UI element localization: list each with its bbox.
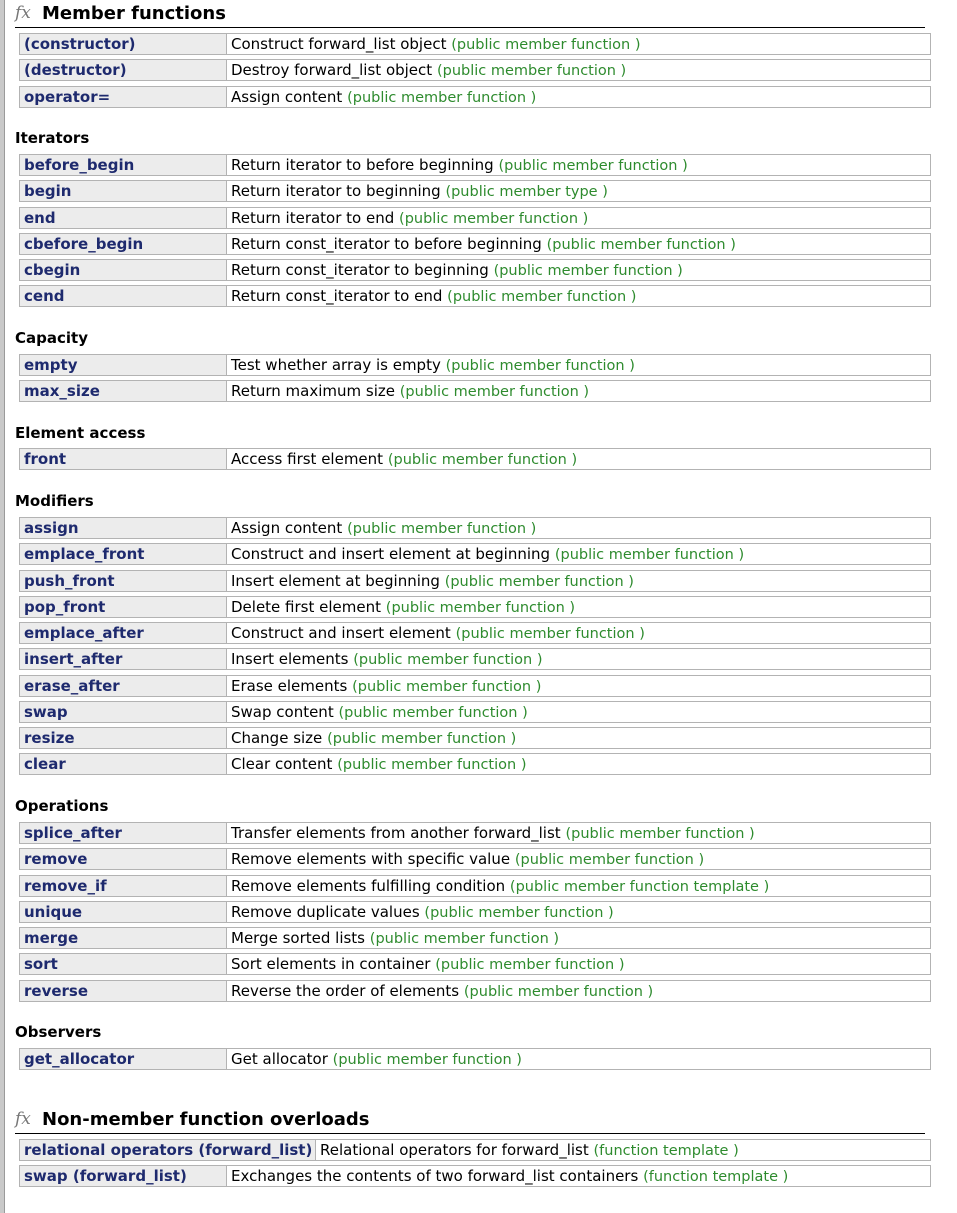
function-link[interactable]: swap [20,702,227,722]
table-row [19,875,931,897]
function-link[interactable]: empty [20,355,227,375]
function-desc: Delete first element [231,597,381,616]
observers-table [19,1048,931,1074]
function-link[interactable]: insert_after [20,649,227,669]
function-kind: (public member function ) [463,983,654,1000]
function-desc: Return iterator to end [231,208,395,227]
group-title-observers: Observers [15,1023,102,1041]
table-row [19,822,931,844]
function-kind: (public member function ) [337,757,527,774]
group-title-operations: Operations [15,797,109,815]
function-desc: Change size [231,729,323,747]
function-desc: Get allocator [231,1050,328,1068]
function-link[interactable]: splice_after [20,823,227,843]
function-link[interactable]: clear [20,754,227,774]
function-link[interactable]: end [20,208,227,228]
table-row [19,33,931,55]
function-kind: (public member function ) [455,626,645,642]
function-link[interactable]: operator= [20,87,227,107]
function-link[interactable]: cend [20,286,227,306]
table-row [19,901,931,923]
function-desc: Remove duplicate values [231,902,420,921]
table-row [19,927,931,949]
function-kind: (public member function ) [399,210,589,227]
table-row [19,259,931,281]
function-desc: Return const_iterator to before beginning [231,234,542,253]
function-desc: Return iterator to beginning [231,182,441,201]
table-row [19,154,931,176]
function-desc: Access first element [231,450,384,468]
function-link[interactable]: emplace_after [20,623,227,643]
table-row [19,753,931,775]
table-row [19,648,931,670]
function-link[interactable]: assign [20,518,227,538]
capacity-table [19,354,931,407]
left-border [0,0,5,1213]
function-link[interactable]: push_front [20,571,227,591]
table-row [19,233,931,255]
function-desc: Return maximum size [231,382,395,401]
function-link[interactable]: cbegin [20,260,227,280]
function-desc: Construct and insert element at beginning [231,545,551,564]
function-kind: (public member function ) [546,236,736,253]
table-row [19,701,931,723]
table-row [19,448,931,470]
function-kind: (public member function ) [435,957,625,974]
nonmembers-table [19,1139,931,1192]
function-kind: (public member function ) [352,678,542,695]
function-desc: Test whether array is empty [231,356,441,374]
function-kind: (public member function ) [424,904,614,921]
function-desc: Destroy forward_list object [231,61,433,80]
function-kind: (public member function ) [447,289,637,306]
member-functions-header [15,2,925,28]
function-desc: Transfer elements from another forward_list [231,824,561,842]
function-kind: (public member function ) [385,599,576,616]
section-title: Member functions [42,3,226,24]
fx-icon: fx [15,3,31,23]
function-desc: Merge sorted lists [231,929,365,947]
table-row [19,1139,931,1161]
table-row [19,596,931,618]
table-row [19,543,931,565]
function-kind: (public member function ) [451,37,641,53]
operations-table [19,822,931,1006]
function-kind: (function template ) [643,1169,789,1186]
table-row [19,59,931,81]
function-link[interactable]: pop_front [20,597,227,617]
function-link[interactable]: reverse [20,981,227,1001]
function-link[interactable]: emplace_front [20,544,227,564]
function-kind: (public member function ) [436,63,627,80]
function-desc: Swap content [231,702,334,721]
element-access-table [19,448,931,474]
function-desc: Clear content [231,755,333,774]
function-kind: (public member function ) [498,158,688,174]
group-title-iterators: Iterators [15,129,90,147]
group-title-element-access: Element access [15,424,146,442]
function-link[interactable]: remove [20,849,227,869]
function-kind: (public member function ) [347,89,537,106]
function-desc: Exchanges the contents of two forward_list containers [231,1167,639,1186]
function-link[interactable]: cbefore_begin [20,234,227,254]
function-link[interactable]: (destructor) [20,60,227,80]
function-desc: Remove elements with specific value [231,850,511,869]
function-kind: (public member function template ) [509,878,770,895]
function-kind: (public member type ) [445,184,608,201]
function-kind: (public member function ) [444,573,634,590]
function-link[interactable]: (constructor) [20,34,227,54]
group-title-modifiers: Modifiers [15,492,94,510]
function-kind: (public member function ) [387,452,578,468]
function-link[interactable]: front [20,449,227,469]
function-kind: (public member function ) [399,384,590,401]
function-kind: (public member function ) [514,852,705,869]
function-kind: (public member function ) [332,1052,522,1068]
function-desc: Construct and insert element [231,624,451,642]
function-desc: Sort elements in container [231,955,431,974]
function-link[interactable]: merge [20,928,227,948]
function-desc: Reverse the order of elements [231,981,460,1000]
function-link[interactable]: max_size [20,381,227,401]
iterators-table [19,154,931,312]
function-link[interactable]: resize [20,728,227,748]
function-kind: (public member function ) [554,547,745,564]
function-desc: Erase elements [231,676,348,695]
function-link[interactable]: remove_if [20,876,227,896]
function-kind: (public member function ) [347,521,537,537]
table-row [19,1165,931,1187]
function-kind: (public member function ) [353,652,543,669]
table-row [19,517,931,539]
function-link[interactable]: get_allocator [20,1049,227,1069]
table-row [19,848,931,870]
function-kind: (public member function ) [493,263,683,279]
table-row [19,953,931,975]
function-desc: Assign content [231,87,343,106]
section-title: Non-member function overloads [42,1109,370,1130]
function-kind: (public member function ) [338,704,528,721]
function-link[interactable]: before_begin [20,155,227,175]
function-link[interactable]: unique [20,902,227,922]
function-link[interactable]: begin [20,181,227,201]
function-desc: Insert elements [231,650,349,669]
fx-icon: fx [15,1109,31,1129]
table-row [19,622,931,644]
function-kind: (public member function ) [565,826,755,842]
function-link[interactable]: swap (forward_list) [20,1166,227,1186]
table-row [19,207,931,229]
table-row [19,380,931,402]
function-desc: Return const_iterator to beginning [231,261,489,279]
function-desc: Assign content [231,519,343,537]
function-kind: (public member function ) [445,358,635,374]
function-link[interactable]: sort [20,954,227,974]
function-desc: Remove elements fulfilling condition [231,876,506,895]
table-row [19,180,931,202]
function-desc: Return const_iterator to end [231,287,443,306]
table-row [19,727,931,749]
group-title-capacity: Capacity [15,329,88,347]
table-row [19,980,931,1002]
modifiers-table [19,517,931,780]
table-row [19,1048,931,1070]
function-kind: (public member function ) [369,931,560,947]
table-row [19,354,931,376]
function-desc: Relational operators for forward_list [320,1141,589,1159]
table-row [19,675,931,697]
function-desc: Insert element at beginning [231,571,440,590]
nonmember-functions-header [15,1108,925,1134]
function-kind: (function template ) [593,1143,739,1159]
function-desc: Return iterator to before beginning [231,156,494,174]
table-row [19,570,931,592]
function-link[interactable]: erase_after [20,676,227,696]
table-row [19,86,931,108]
function-link[interactable]: relational operators (forward_list) [20,1140,316,1160]
function-desc: Construct forward_list object [231,35,447,53]
members-top-table [19,33,931,112]
table-row [19,285,931,307]
function-kind: (public member function ) [327,731,517,747]
